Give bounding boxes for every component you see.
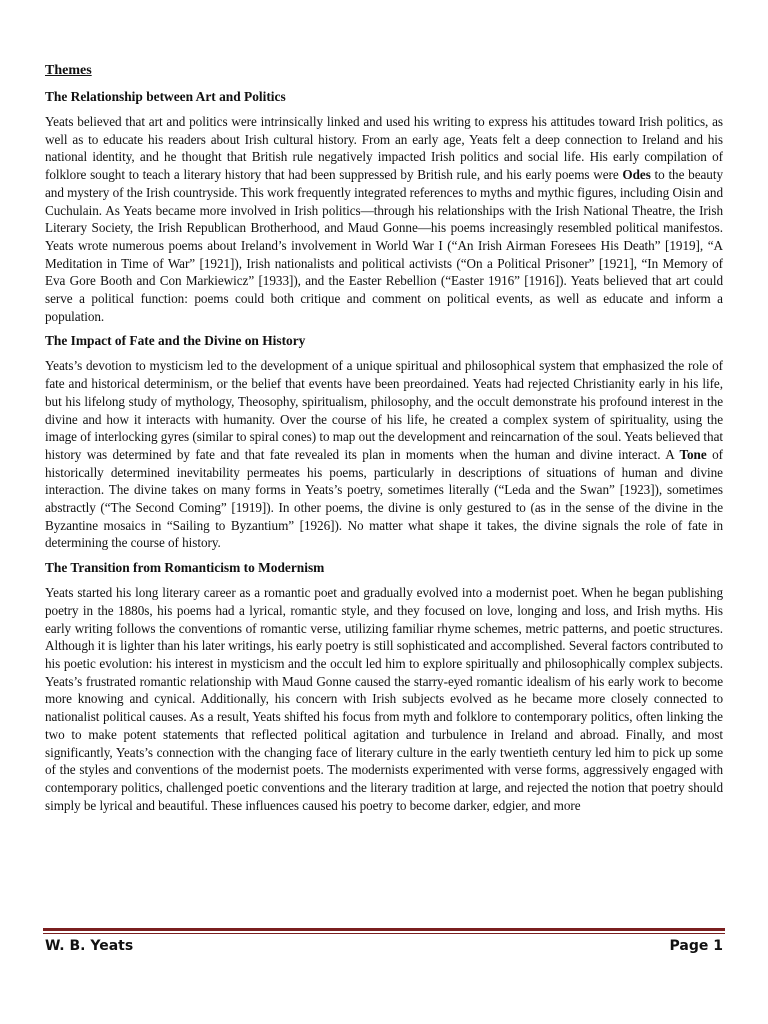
footer-author: W. B. Yeats bbox=[45, 938, 134, 954]
footer-page-number: Page 1 bbox=[669, 938, 723, 954]
section-paragraph: Yeats believed that art and politics were intrinsically linked and used his writing to express his attitudes toward Irish politics, as well as to educate his readers about Irish cultural history. From an early age, Yeats felt a deep connection to Ireland and his national identity, and he thought that British rule negatively impacted Irish politics and social life. His early compilation of folklore sought to teach a literary history that had been suppressed by British rule, and his early poems were Odes to the beauty and mystery of the Irish countryside. This work frequently integrated references to myths and mythic figures, including Oisin and Cuchulain. As Yeats became more involved in Irish politics—through his relationships with the Irish National Theatre, the Irish Literary Society, the Irish Republican Brotherhood, and Maud Gonne—his poems increasingly resembled political manifestos. Yeats wrote numerous poems about Ireland’s involvement in World War I (“An Irish Airman Foresees His Death” [1919], “A Meditation in Time of War” [1921]), Irish nationalists and political activists (“On a Political Prisoner” [1921], “In Memory of Eva Gore Booth and Con Markiewicz” [1933]), and the Easter Rebellion (“Easter 1916” [1916]). Yeats believed that art could serve a political function: poems could both critique and comment on political events, as well as educate and inform a population. bbox=[45, 114, 723, 324]
emphasis-tone: Tone bbox=[679, 446, 707, 462]
document-page bbox=[45, 62, 723, 821]
section-title: The Relationship between Art and Politics bbox=[45, 89, 286, 104]
section-paragraph: Yeats started his long literary career as a romantic poet and gradually evolved into a modernist poet. When he began publishing poetry in the 1880s, his poems had a lyrical, romantic style, and they focused on love, longing and loss, and Irish myths. His early writing follows the conventions of romantic verse, utilizing familiar rhyme schemes, metric patterns, and poetic structures. Although it is lighter than his later writings, his early poetry is still sophisticated and accomplished. Several factors contributed to his poetic evolution: his interest in mysticism and the occult led him to explore spiritually and philosophically complex subjects. Yeats’s frustrated romantic relationship with Maud Gonne caused the starry-eyed romantic idealism of his early work to become more knowing and cynical. Additionally, his concern with Irish subjects evolved as he became more closely connected to nationalist political causes. As a result, Yeats shifted his focus from myth and folklore to contemporary politics, often linking the two to make potent statements that reflected political agitation and turbulence in Ireland and abroad. Finally, and most significantly, Yeats’s connection with the changing face of literary culture in the early twentieth century led him to pick up some of the styles and conventions of the modernist poets. The modernists experimented with verse forms, aggressively engaged with contemporary politics, challenged poetic conventions and the literary tradition at large, and rejected the notion that poetry should simply be lyrical and beautiful. These influences caused his poetry to become darker, edgier, and more bbox=[45, 585, 723, 813]
section-title: The Transition from Romanticism to Modernism bbox=[45, 560, 325, 576]
emphasis-odes: Odes bbox=[622, 167, 651, 183]
section-paragraph: Yeats’s devotion to mysticism led to the development of a unique spiritual and philosophical system that emphasized the role of fate and historical determinism, or the belief that events have been preordained. Yeats had rejected Christianity early in his life, but his lifelong study of mythology, Theosophy, spiritualism, philosophy, and the occult demonstrate his profound interest in the divine and how it interacts with humanity. Over the course of his life, he created a complex system of spirituality, using the image of interlocking gyres (similar to spiral cones) to map out the development and reincarnation of the soul. Yeats believed that history was determined by fate and that fate revealed its plan in moments when the human and divine interact. A Tone of historically determined inevitability permeates his poems, particularly in descriptions of situations of human and divine interaction. The divine takes on many forms in Yeats’s poetry, sometimes literally (“Leda and the Swan” [1923]), sometimes abstractly (“The Second Coming” [1919]). In other poems, the divine is only gestured to (as in the sense of the divine in the Byzantine mosaics in “Sailing to Byzantium” [1926]). No matter what shape it takes, the divine signals the role of fate in determining the course of history. bbox=[45, 358, 723, 551]
footer-rule bbox=[43, 928, 725, 931]
page-heading: Themes bbox=[45, 63, 92, 78]
section-title: The Impact of Fate and the Divine on History bbox=[45, 333, 306, 349]
section-romanticism-modernism bbox=[45, 559, 723, 814]
footer-rule-thin bbox=[43, 933, 725, 934]
section-art-politics bbox=[45, 88, 723, 325]
page-footer bbox=[45, 938, 723, 954]
section-fate-divine bbox=[45, 332, 723, 552]
